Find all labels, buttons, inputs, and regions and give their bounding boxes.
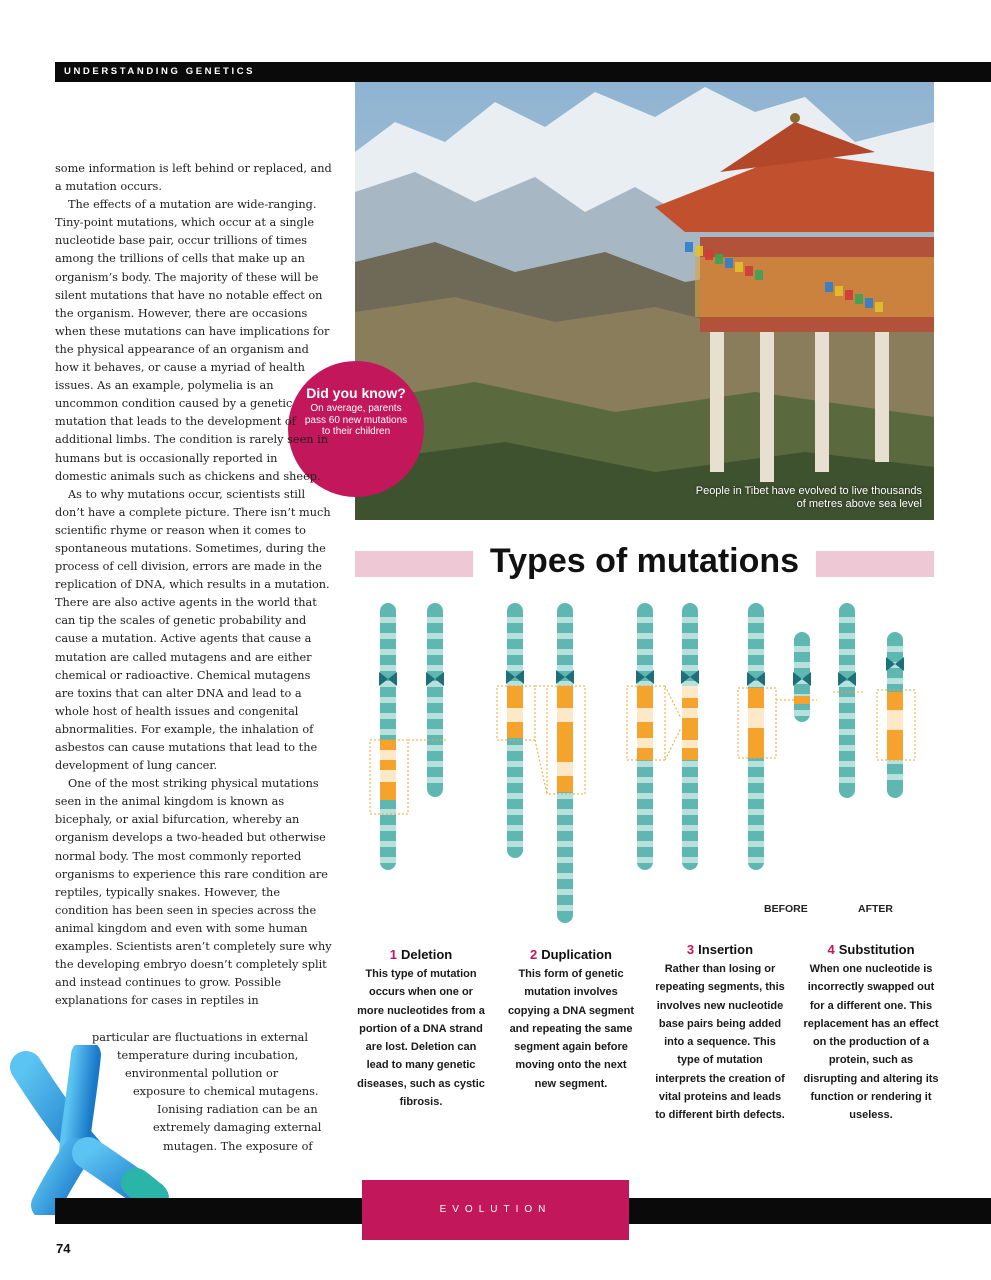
mutation-description: When one nucleotide is incorrectly swapped out for a different one. This replacement has an effect on the production of a protein, such as disrupting and altering its function or rendering it useless. (803, 963, 939, 1122)
chromosome-segment (637, 748, 653, 760)
chromosome-band (380, 841, 396, 847)
chromosome-band (557, 665, 573, 671)
chromosome-band (507, 633, 523, 639)
chromosome-segment (637, 722, 653, 738)
chromosome-segment (557, 708, 573, 722)
chromosome-band (637, 617, 653, 623)
mutation-description: This type of mutation occurs when one or more nucleotides from a portion of a DNA strand are lost. Deletion can lead to many genetic diseases, such as cystic fibrosis. (357, 968, 485, 1109)
chromosome-band (682, 841, 698, 847)
chromosome-band (637, 761, 653, 767)
mutation-substitution (802, 942, 940, 1125)
chromosome-segment (682, 718, 698, 728)
chromosome-segment (682, 698, 698, 708)
photo-caption: People in Tibet have evolved to live thousands of metres above sea level (695, 484, 922, 510)
article-paragraph: One of the most striking physical mutations seen in the animal kingdom is known as bicephaly, or axial bifurcation, whereby an organism develops a two-headed but otherwise normal body. The most commonly reported organisms to experience this rare condition are reptiles, typically snakes. However, the condition has been seen in species across the animal kingdom and even with some human examples. Scientists aren’t completely sure why the developing embryo doesn’t completely split and instead continues to grow. Possible explanations for cases in reptiles in (55, 777, 332, 1008)
duplication-line (535, 740, 547, 794)
article-paragraph: As to why mutations occur, scientists still don’t have a complete picture. There isn’t much scientific rhyme or reason when it comes to spontaneous mutations. Sometimes, during the process of cell division, errors are made in the replication of DNA, which results in a mutation. There are also active agents in the world that can tip the scales of genetic probability and cause a mutation. Active agents that cause a mutation are called mutagens and are either chemical or radioactive. Chemical mutagens are toxins that can alter DNA and lead to a whole host of health issues and congenital abnormalities. For example, the inhalation of asbestos can cause mutations that lead to the development of lung cancer. (55, 487, 331, 773)
chromosome-segment (682, 686, 698, 698)
header-bar (55, 62, 991, 82)
chromosome-segment (682, 740, 698, 748)
chromosome-band (380, 697, 396, 703)
chromosome-segment (557, 762, 573, 776)
chromosome-band (839, 649, 855, 655)
chromosome-segment (380, 740, 396, 750)
chromosome-band (507, 809, 523, 815)
chromosome-band (557, 633, 573, 639)
mutation-name: Deletion (400, 947, 453, 962)
chromosome-segment (748, 708, 764, 728)
mutation-duplication (505, 947, 637, 1093)
chromosome-segment (637, 686, 653, 708)
chromosome-segment (507, 708, 523, 722)
chromosome-segment (637, 708, 653, 722)
chromosome-band (380, 617, 396, 623)
chromosome-band (557, 649, 573, 655)
chromosome-band (748, 649, 764, 655)
chromosome-segment (682, 728, 698, 740)
section-label: UNDERSTANDING GENETICS (64, 66, 256, 77)
chromosome-band (748, 825, 764, 831)
chromosome-band (748, 841, 764, 847)
chromosome-segment (507, 722, 523, 738)
chromosome-band (748, 665, 764, 671)
chromosome-band (637, 825, 653, 831)
chromosome-segment (380, 760, 396, 770)
chromosome-band (427, 777, 443, 783)
chromosome-band (637, 793, 653, 799)
chromosome-band (839, 777, 855, 783)
article-line: mutagen. The exposure of (163, 1139, 313, 1153)
before-label: BEFORE (764, 903, 808, 915)
chromosome-band (380, 633, 396, 639)
chromosome-band (380, 825, 396, 831)
chromosome-band (839, 729, 855, 735)
chromosome-segment (637, 738, 653, 748)
chromosome-segment (557, 776, 573, 792)
article-paragraph: The effects of a mutation are wide-ranging. Tiny-point mutations, which occur at a single nucleotide base pair, occur trillions of times among the trillions of cells that make up an organism’s body. The majority of these will be silent mutations that have no notable effect on the organism. However, there are occasions when these mutations can have implications for the physical appearance of an organism and how it behaves, or cause a myriad of health issues. As an example, polymelia is an uncommon condition caused by a genetic mutation that leads to the development of additional limbs. The condition is rarely seen in humans but is occasionally reported in domestic animals such as chickens and sheep. (55, 198, 330, 483)
chromosome-band (557, 825, 573, 831)
chromosome-band (427, 761, 443, 767)
chromosome-band (637, 665, 653, 671)
chromosome-segment (557, 740, 573, 762)
chromosome-segment (748, 688, 764, 708)
insertion-line (665, 686, 681, 718)
mutation-number: 4 (827, 942, 835, 957)
chromosome-band (794, 662, 810, 668)
chromosome-band (380, 665, 396, 671)
footer-section-label: EVOLUTION (362, 1180, 629, 1240)
chromosome-band (507, 825, 523, 831)
chromosome-band (682, 665, 698, 671)
chromosome-band (507, 745, 523, 751)
chromosome-band (637, 841, 653, 847)
chromosome-segment (887, 710, 903, 730)
chromosome-band (748, 857, 764, 863)
did-you-know-body: On average, parents pass 60 new mutations to their children (304, 403, 408, 437)
chromosome-segment (557, 722, 573, 740)
mutation-description: Rather than losing or repeating segments, this involves new nucleotide base pairs being added into a sequence. This type of mutation interprets the creation of vital proteins and leads to different birth defects. (655, 963, 785, 1122)
chromosome-band (887, 646, 903, 652)
chromosome-band (557, 809, 573, 815)
chromosome-segment (380, 750, 396, 760)
chromosome-band (427, 649, 443, 655)
chromosome-segment (748, 728, 764, 742)
chromosome-segment (887, 742, 903, 760)
chromosome-band (637, 777, 653, 783)
chromosome-segment (380, 782, 396, 800)
chromosome-band (839, 761, 855, 767)
chromosome-band (427, 633, 443, 639)
chromosome-band (748, 761, 764, 767)
chromosome-band (427, 729, 443, 735)
insertion-line (665, 728, 681, 760)
chromosome-band (507, 665, 523, 671)
mutation-name: Substitution (838, 942, 915, 957)
article-line: environmental pollution or (125, 1067, 279, 1081)
chromosome-band (557, 617, 573, 623)
article-body (55, 160, 332, 1010)
chromosome-band (507, 617, 523, 623)
mutation-number: 1 (389, 947, 397, 962)
chromosome-band (794, 710, 810, 716)
article-line: Ionising radiation can be an (157, 1103, 318, 1117)
chromosome-band (557, 873, 573, 879)
chromosome-band (507, 777, 523, 783)
chromosome-band (682, 825, 698, 831)
heading-bar-right (816, 551, 934, 577)
chromosome-band (682, 633, 698, 639)
chromosome-band (887, 774, 903, 780)
chromosome-band (427, 665, 443, 671)
chromosome-band (682, 777, 698, 783)
chromosome-band (427, 745, 443, 751)
chromosome-band (507, 841, 523, 847)
chromosome-segment (682, 748, 698, 760)
chromosome-band (637, 809, 653, 815)
heading-bar-left (355, 551, 473, 577)
after-label: AFTER (858, 903, 893, 915)
chromosome-band (748, 617, 764, 623)
chromosome-band (682, 793, 698, 799)
chromosome-band (748, 633, 764, 639)
mutation-name: Duplication (541, 947, 612, 962)
article-line: temperature during incubation, (117, 1049, 299, 1063)
chromosome-band (427, 713, 443, 719)
chromosome-band (748, 809, 764, 815)
x-chromosome-icon (4, 1045, 174, 1215)
chromosome-band (682, 649, 698, 655)
article-paragraph: some information is left behind or replaced, and a mutation occurs. (55, 162, 332, 194)
chromosome-band (380, 729, 396, 735)
chromosome-band (507, 761, 523, 767)
chromosome-band (380, 649, 396, 655)
chromosome-band (380, 713, 396, 719)
mutation-diagrams (355, 600, 934, 930)
mutation-name: Insertion (698, 942, 754, 957)
chromosome-band (682, 761, 698, 767)
mutation-number: 2 (529, 947, 538, 962)
chromosome-band (507, 793, 523, 799)
chromosome-band (839, 633, 855, 639)
chromosome-segment (380, 770, 396, 782)
chromosome-band (839, 617, 855, 623)
chromosome-band (557, 857, 573, 863)
chromosome-band (682, 857, 698, 863)
chromosome-band (427, 697, 443, 703)
chromosome-band (682, 809, 698, 815)
page-number: 74 (56, 1241, 71, 1256)
chromosome-band (839, 745, 855, 751)
chromosome-band (794, 646, 810, 652)
article-line: exposure to chemical mutagens. (133, 1085, 319, 1099)
chromosome-band (637, 649, 653, 655)
chromosome-segment (507, 686, 523, 708)
article-line: particular are fluctuations in external (92, 1031, 308, 1044)
chromosome-band (557, 841, 573, 847)
mutation-insertion (653, 942, 787, 1125)
chromosome-band (748, 793, 764, 799)
chromosome-band (557, 889, 573, 895)
chromosome-band (557, 905, 573, 911)
chromosome-band (839, 697, 855, 703)
chromosome-segment (887, 730, 903, 742)
chromosome-segment (887, 692, 903, 710)
did-you-know-heading: Did you know? (306, 385, 406, 401)
chromosome-band (839, 665, 855, 671)
mutation-description: This form of genetic mutation involves copying a DNA segment and repeating the same segment again before moving onto the next new segment. (507, 968, 635, 1090)
chromosome-band (507, 649, 523, 655)
mutation-deletion (355, 947, 487, 1111)
chromosome-band (380, 857, 396, 863)
chromosome-band (427, 617, 443, 623)
chromosome-segment (682, 708, 698, 718)
chromosome-segment (748, 742, 764, 758)
mutation-number: 3 (686, 942, 695, 957)
chromosome-band (637, 633, 653, 639)
tibet-photo (355, 82, 934, 520)
article-line: extremely damaging external (153, 1121, 322, 1135)
chromosome-band (839, 713, 855, 719)
chromosome-band (682, 617, 698, 623)
chromosome-segment (557, 686, 573, 708)
section-title: Types of mutations (489, 542, 800, 580)
chromosome-band (887, 678, 903, 684)
chromosome-band (637, 857, 653, 863)
chromosome-band (748, 777, 764, 783)
